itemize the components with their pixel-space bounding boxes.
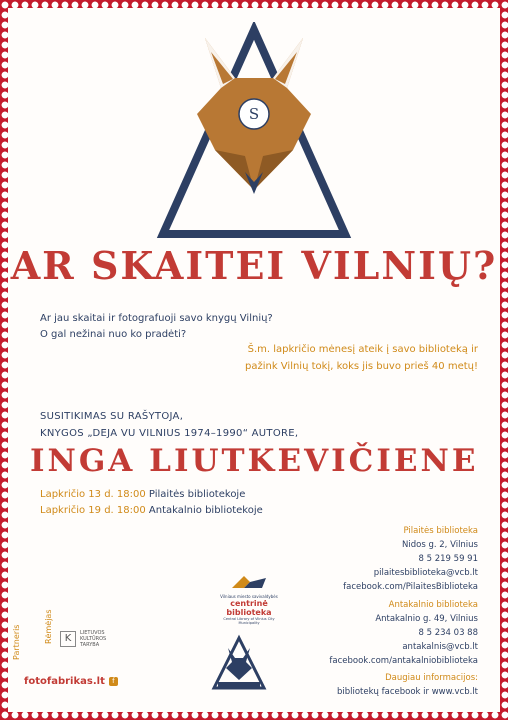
k-mark-icon: K bbox=[60, 631, 76, 647]
poster-title: AR SKAITEI VILNIŲ? bbox=[10, 243, 498, 288]
antakalnio-address: Antakalnio g. 49, Vilnius bbox=[375, 614, 478, 624]
pilaite-heading: Pilaitės biblioteka bbox=[403, 526, 478, 536]
antakalnio-facebook[interactable]: facebook.com/antakalniobiblioteka bbox=[329, 656, 478, 666]
antakalnio-contact bbox=[329, 598, 478, 668]
antakalnio-phone: 8 5 234 03 88 bbox=[418, 628, 478, 638]
library-logo-name: centrinė biblioteka bbox=[226, 599, 272, 617]
pilaite-facebook[interactable]: facebook.com/PilaitesBiblioteka bbox=[343, 582, 478, 592]
meeting-line-2: KNYGOS „DEJA VU VILNIUS 1974–1990“ AUTORE, bbox=[40, 428, 299, 439]
pilaite-address: Nidos g. 2, Vilnius bbox=[402, 540, 478, 550]
library-logo-sub: Central Library of Vilnius City Municipality bbox=[223, 617, 275, 625]
partners-block bbox=[12, 609, 206, 700]
event-2-time: Lapkričio 19 d. 18:00 bbox=[40, 505, 146, 516]
central-library-logo bbox=[214, 574, 284, 625]
antakalnio-heading: Antakalnio biblioteka bbox=[388, 600, 478, 610]
more-info bbox=[337, 671, 478, 699]
more-info-line[interactable]: bibliotekų facebook ir www.vcb.lt bbox=[336, 687, 478, 697]
event-1 bbox=[40, 489, 245, 500]
event-1-place: Pilaitės bibliotekoje bbox=[148, 489, 246, 500]
event-1-time: Lapkričio 13 d. 18:00 bbox=[40, 489, 146, 500]
event-2 bbox=[40, 505, 263, 516]
svg-text:S: S bbox=[248, 105, 260, 123]
author-name: INGA LIUTKEVIČIENE bbox=[30, 443, 479, 479]
f-badge-icon: f bbox=[109, 677, 118, 686]
fotofabrikas-logo bbox=[24, 676, 118, 687]
pilaite-phone: 8 5 219 59 91 bbox=[418, 554, 478, 564]
fox-triangle-logo bbox=[145, 22, 363, 244]
sponsors-label: Rėmėjas bbox=[44, 609, 53, 644]
meeting-line-1: SUSITIKIMAS SU RAŠYTOJA, bbox=[40, 411, 184, 422]
fotofabrikas-name: fotofabrikas.lt bbox=[24, 676, 105, 687]
antakalnio-email[interactable]: antakalnis@vcb.lt bbox=[402, 642, 478, 652]
small-fox-logo bbox=[210, 634, 268, 692]
library-logo-top: Vilniaus miesto savivaldybės bbox=[220, 594, 278, 599]
invite-line-1: Š.m. lapkričio mėnesį ateik į savo biblioteką ir bbox=[247, 344, 478, 355]
event-2-place: Antakalnio bibliotekoje bbox=[148, 505, 263, 516]
question-line-1: Ar jau skaitai ir fotografuoji savo knygų Vilnių? bbox=[40, 313, 273, 324]
more-info-heading: Daugiau informacijos: bbox=[385, 673, 478, 683]
partners-label: Partneris bbox=[12, 624, 21, 660]
culture-council-logo bbox=[60, 630, 122, 648]
council-name: LIETUVOS KULTŪROS TARYBA bbox=[80, 630, 107, 648]
question-line-2: O gal nežinai nuo ko pradėti? bbox=[40, 329, 187, 340]
pilaite-email[interactable]: pilaitesbiblioteka@vcb.lt bbox=[373, 568, 478, 578]
pilaite-contact bbox=[343, 524, 478, 594]
book-icon bbox=[214, 574, 284, 590]
invite-line-2: pažink Vilnių tokį, koks jis buvo prieš 40 metų! bbox=[244, 361, 478, 372]
